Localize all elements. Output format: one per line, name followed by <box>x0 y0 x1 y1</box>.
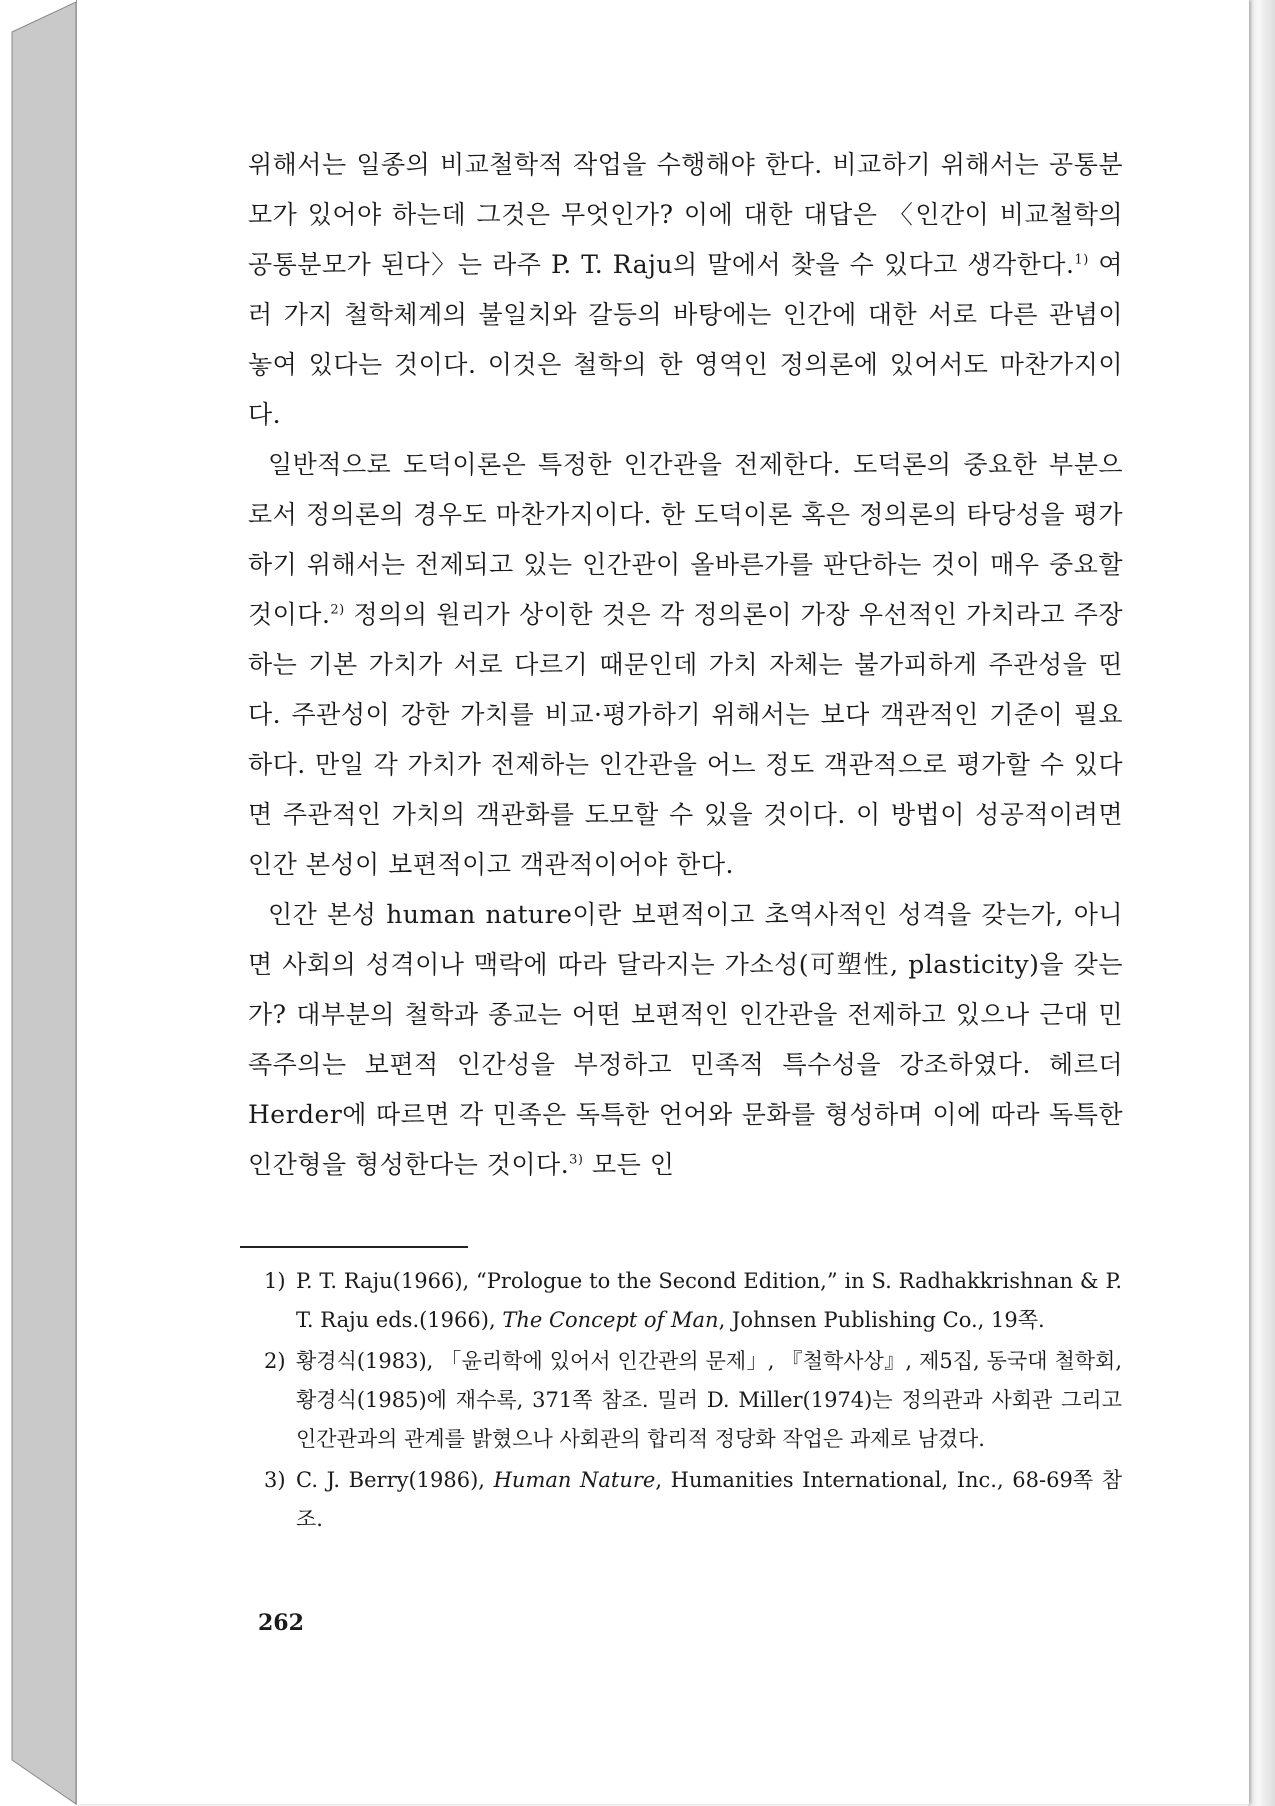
footnote-ref-3: 3) <box>569 1152 584 1168</box>
paragraph-3-tail: 모든 인 <box>583 1150 675 1179</box>
paragraph-1 <box>248 140 1123 440</box>
paragraph-3 <box>248 890 1123 1190</box>
footnote-divider <box>240 1246 468 1248</box>
footnote-text-tail: , Humanities International, Inc., 68-69쪽 참조. <box>296 1468 1122 1531</box>
footnote-text: P. T. Raju(1966), “Prologue to the Second Edition,” in S. Radhakkrishnan & P. T. Raju eds.(1966), <box>296 1269 1122 1332</box>
footnote-number: 2) <box>264 1349 286 1373</box>
footnote-ref-2: 2) <box>330 602 345 618</box>
paragraph-3-text: 인간 본성 human nature이란 보편적이고 초역사적인 성격을 갖는가, 아니면 사회의 성격이나 맥락에 따라 달라지는 가소성(可塑性, plasticity)을 갖는가? 대부분의 철학과 종교는 어떤 보편적인 인간관을 전제하고 있으나 근대 민족주의는 보편적 인간성을 부정하고 민족적 특수성을 강조하였다. 헤르더 Herder에 따르면 각 민족은 독특한 언어와 문화를 형성하며 이에 따라 독특한 인간형을 형성한다는 것이다. <box>248 900 1123 1179</box>
paragraph-1-text: 위해서는 일종의 비교철학적 작업을 수행해야 한다. 비교하기 위해서는 공통분모가 있어야 하는데 그것은 무엇인가? 이에 대한 대답은 〈인간이 비교철학의 공통분모가 된다〉는 라주 P. T. Raju의 말에서 찾을 수 있다고 생각한다. <box>248 150 1123 279</box>
paragraph-2 <box>248 440 1123 890</box>
footnote-2 <box>264 1342 1122 1459</box>
footnote-text: C. J. Berry(1986), <box>296 1468 494 1492</box>
footnote-text: 황경식(1983), 「윤리학에 있어서 인간관의 문제」, 『철학사상』, 제5집, 동국대 철학회, 황경식(1985)에 재수록, 371쪽 참조. 밀러 D. Miller(1974)는 정의관과 사회관 그리고 인간관과의 관계를 밝혔으나 사회관의 합리적 정당화 작업은 과제로 남겼다. <box>296 1349 1122 1451</box>
paragraph-2-text: 일반적으로 도덕이론은 특정한 인간관을 전제한다. 도덕론의 중요한 부분으로서 정의론의 경우도 마찬가지이다. 한 도덕이론 혹은 정의론의 타당성을 평가하기 위해서는 전제되고 있는 인간관이 올바른가를 판단하는 것이 매우 중요할 것이다. <box>248 450 1123 629</box>
footnote-number: 3) <box>264 1468 286 1492</box>
footnote-text-tail: , Johnsen Publishing Co., 19쪽. <box>718 1308 1045 1332</box>
page-number: 262 <box>258 1610 304 1636</box>
footnotes <box>264 1262 1122 1541</box>
footnote-number: 1) <box>264 1269 286 1293</box>
footnote-title: The Concept of Man <box>502 1308 719 1332</box>
footnote-title: Human Nature <box>493 1468 656 1492</box>
footnote-1 <box>264 1262 1122 1340</box>
paragraph-2-tail: 정의의 원리가 상이한 것은 각 정의론이 가장 우선적인 가치라고 주장하는 기본 가치가 서로 다르기 때문인데 가치 자체는 불가피하게 주관성을 띤다. 주관성이 강한 가치를 비교·평가하기 위해서는 보다 객관적인 기준이 필요하다. 만일 각 가치가 전제하는 인간관을 어느 정도 객관적으로 평가할 수 있다면 주관적인 가치의 객관화를 도모할 수 있을 것이다. 이 방법이 성공적이려면 인간 본성이 보편적이고 객관적이어야 한다. <box>248 600 1123 879</box>
footnote-ref-1: 1) <box>1074 252 1089 268</box>
body-text <box>248 140 1123 1190</box>
footnote-3 <box>264 1461 1122 1539</box>
paragraph-1-tail: 여러 가지 철학체계의 불일치와 갈등의 바탕에는 인간에 대한 서로 다른 관념이 놓여 있다는 것이다. 이것은 철학의 한 영역인 정의론에 있어서도 마찬가지이다. <box>248 250 1123 429</box>
